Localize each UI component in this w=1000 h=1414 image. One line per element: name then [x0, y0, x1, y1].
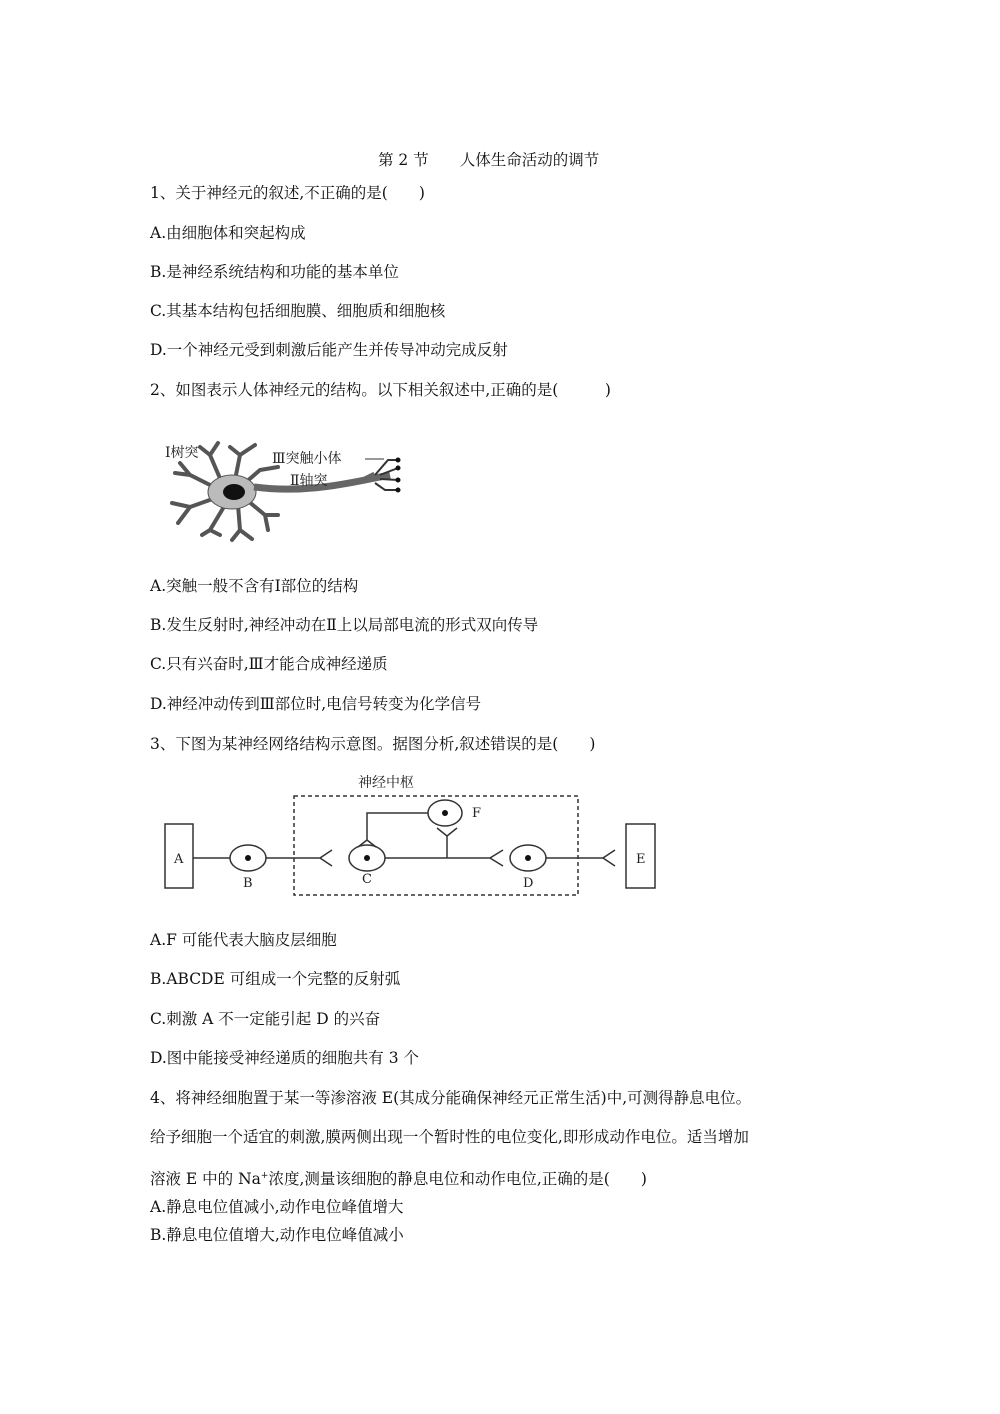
question-4-stem-line-1: 4、将神经细胞置于某一等渗溶液 E(其成分能确保神经元正常生活)中,可测得静息电位。 — [150, 1089, 752, 1107]
question-1-stem: 1、关于神经元的叙述,不正确的是( ) — [150, 184, 425, 202]
label-dendrite: Ⅰ树突 — [165, 445, 199, 461]
label-b: B — [243, 876, 253, 891]
q2-option-b: B.发生反射时,神经冲动在Ⅱ上以局部电流的形式双向传导 — [150, 616, 539, 634]
label-axon: Ⅱ轴突 — [290, 473, 328, 489]
neural-network-figure — [150, 770, 670, 900]
q1-option-c: C.其基本结构包括细胞膜、细胞质和细胞核 — [150, 302, 446, 320]
q2-option-a: A.突触一般不含有Ⅰ部位的结构 — [150, 577, 359, 595]
neuron-figure — [160, 435, 410, 547]
q2-option-c: C.只有兴奋时,Ⅲ才能合成神经递质 — [150, 655, 388, 673]
q3-option-b: B.ABCDE 可组成一个完整的反射弧 — [150, 970, 401, 988]
section-title: 第 2 节 人体生命活动的调节 — [378, 151, 600, 169]
q3-option-d: D.图中能接受神经递质的细胞共有 3 个 — [150, 1049, 420, 1067]
label-c: C — [362, 872, 372, 887]
label-synaptic-terminal: Ⅲ突触小体 — [272, 451, 342, 467]
stem-text: 浓度,测量该细胞的静息电位和动作电位,正确的是( ) — [268, 1170, 647, 1189]
q1-option-d: D.一个神经元受到刺激后能产生并传导冲动完成反射 — [150, 341, 508, 359]
question-4-stem-line-3 — [150, 1166, 647, 1189]
stem-text: 溶液 E 中的 Na — [150, 1170, 261, 1189]
q3-option-c: C.刺激 A 不一定能引起 D 的兴奋 — [150, 1010, 381, 1028]
label-a: A — [174, 852, 184, 867]
label-d: D — [523, 876, 534, 891]
q1-option-b: B.是神经系统结构和功能的基本单位 — [150, 263, 399, 281]
label-e: E — [636, 852, 646, 867]
q4-option-b: B.静息电位值增大,动作电位峰值减小 — [150, 1226, 404, 1244]
question-3-stem: 3、下图为某神经网络结构示意图。据图分析,叙述错误的是( ) — [150, 735, 596, 753]
superscript-plus: + — [260, 1171, 269, 1181]
q3-option-a: A.F 可能代表大脑皮层细胞 — [150, 931, 337, 949]
q4-option-a: A.静息电位值减小,动作电位峰值增大 — [150, 1198, 404, 1216]
label-f: F — [472, 806, 482, 821]
q2-option-d: D.神经冲动传到Ⅲ部位时,电信号转变为化学信号 — [150, 695, 482, 713]
question-4-stem-line-2: 给予细胞一个适宜的刺激,膜两侧出现一个暂时性的电位变化,即形成动作电位。适当增加 — [150, 1128, 749, 1146]
q1-option-a: A.由细胞体和突起构成 — [150, 224, 306, 242]
label-nerve-center: 神经中枢 — [358, 775, 414, 791]
question-2-stem: 2、如图表示人体神经元的结构。以下相关叙述中,正确的是( ) — [150, 381, 611, 399]
nucleus — [223, 484, 245, 500]
